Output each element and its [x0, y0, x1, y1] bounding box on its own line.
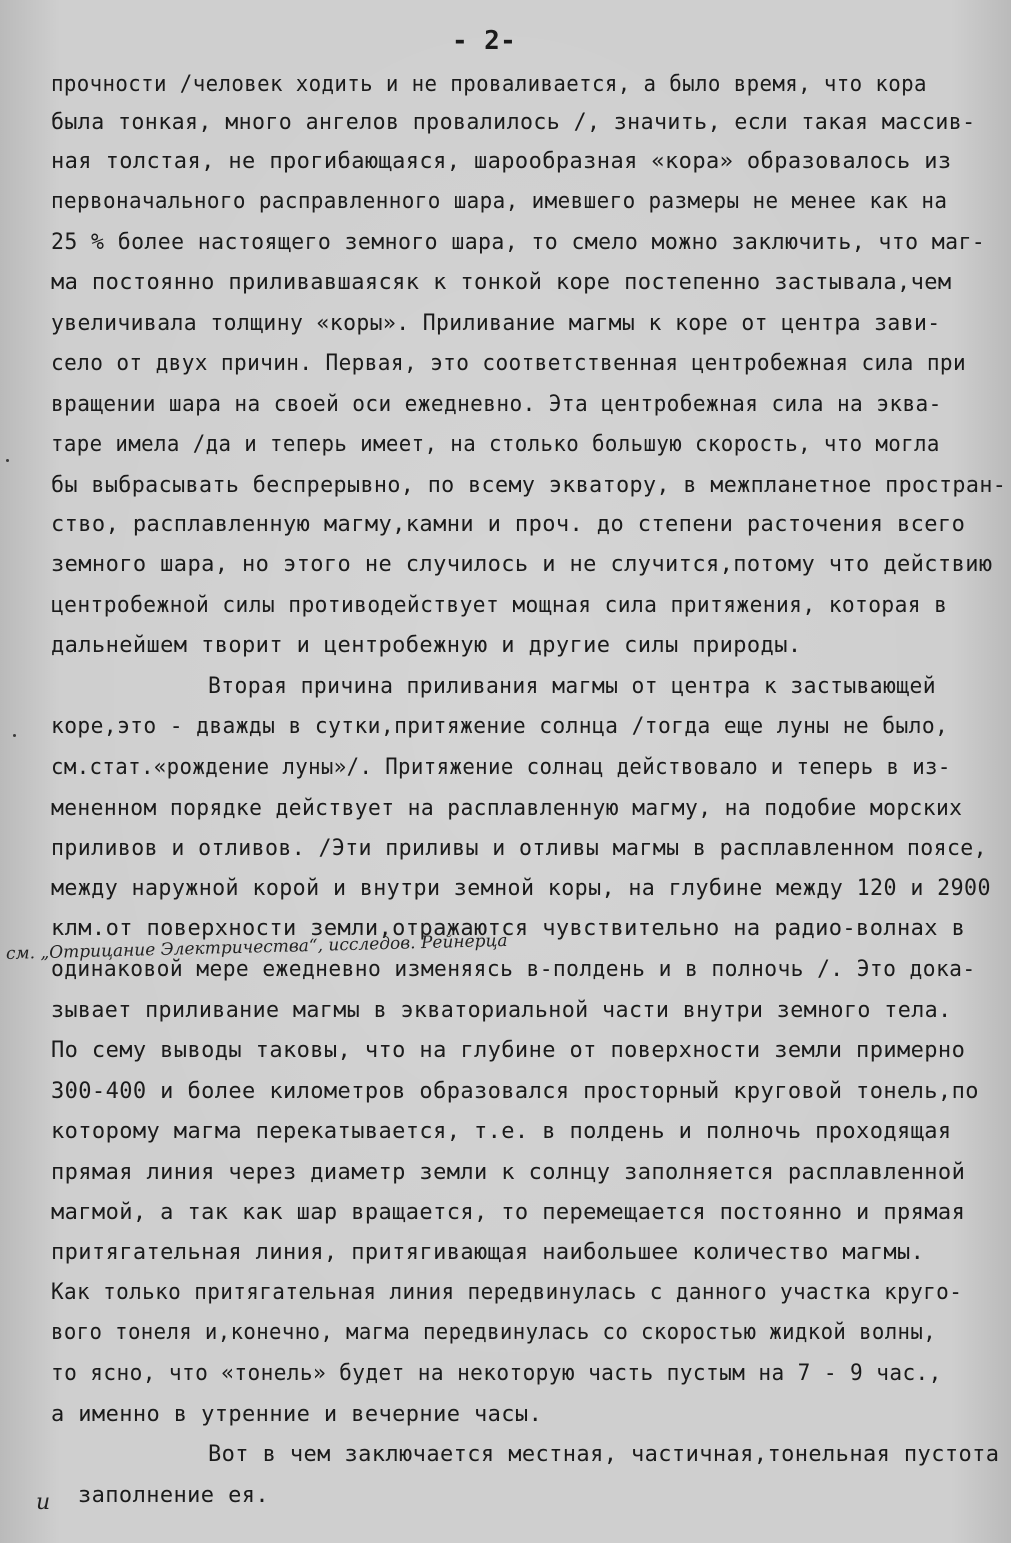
text-line: ма постоянно приливавшаясяк к тонкой коре постепенно застывала,чем	[51, 270, 952, 295]
text-line: вого тонеля и,конечно, магма передвинулась со скоростью жидкой волны,	[51, 1320, 937, 1345]
text-line: между наружной корой и внутри земной коры, на глубине между 120 и 2900	[51, 876, 991, 901]
text-line: прямая линия через диаметр земли к солнцу заполняется расплавленной	[51, 1160, 966, 1185]
text-line: увеличивала толщину «коры». Приливание магмы к коре от центра зави-	[51, 311, 941, 336]
text-line: притягательная линия, притягивающая наибольшее количество магмы.	[51, 1240, 925, 1265]
text-line: первоначального расправленного шара, имевшего размеры не менее как на	[51, 189, 948, 214]
text-line: а именно в утренние и вечерние часы.	[51, 1402, 543, 1427]
text-line: село от двух причин. Первая, это соответственная центробежная сила при	[51, 351, 967, 376]
text-line: магмой, а так как шар вращается, то перемещается постоянно и прямая	[51, 1200, 966, 1225]
text-line: была тонкая, много ангелов провалилось /, значить, если такая массив-	[51, 110, 976, 135]
text-line: Как только притягательная линия передвинулась с данного участка круго-	[51, 1280, 963, 1305]
text-line: ство, расплавленную магму,камни и проч. до степени расточения всего	[51, 512, 966, 537]
text-line: заполнение ея.	[78, 1483, 270, 1508]
text-line: мененном порядке действует на расплавленную магму, на подобие морских	[51, 796, 963, 821]
page-number: - 2-	[452, 26, 517, 56]
handwritten-margin-note: см. „Отрицание Электричества“, исследов. Рейнерца	[5, 930, 508, 964]
text-line: то ясно, что «тонель» будет на некоторую часть пустым на 7 - 9 час.,	[51, 1361, 942, 1386]
text-line: Вот в чем заключается местная, частичная,тонельная пустота	[208, 1442, 1000, 1467]
text-line: дальнейшем творит и центробежную и другие силы природы.	[51, 633, 802, 658]
scan-speck	[13, 734, 16, 737]
text-line: одинаковой мере ежедневно изменяясь в-полдень и в полночь /. Это дока-	[51, 957, 976, 982]
text-line: По сему выводы таковы, что на глубине от поверхности земли примерно	[51, 1038, 966, 1063]
text-line: 300-400 и более километров образовался просторный круговой тонель,по	[51, 1079, 979, 1104]
text-line: прочности /человек ходить и не проваливается, а было время, что кора	[51, 72, 927, 97]
text-line: см.стат.«рождение луны»/. Притяжение солнац действовало и теперь в из-	[51, 755, 951, 780]
scan-speck	[6, 459, 9, 462]
text-line: приливов и отливов. /Эти приливы и отливы магмы в расплавленном поясе,	[51, 836, 988, 861]
text-line: вращении шара на своей оси ежедневно. Эта центробежная сила на эква-	[51, 392, 942, 417]
text-line: ная толстая, не прогибающаяся, шарообразная «кора» образовалось из	[51, 149, 952, 174]
text-line: земного шара, но этого не случилось и не случится,потому что действию	[51, 552, 993, 577]
text-line: Вторая причина приливания магмы от центра к застывающей	[208, 674, 936, 699]
text-line: бы выбрасывать беспрерывно, по всему экватору, в межпланетное простран-	[51, 473, 1007, 498]
text-line: зывает приливание магмы в экваториальной части внутри земного тела.	[51, 998, 952, 1023]
text-line: центробежной силы противодействует мощная сила притяжения, которая в	[51, 593, 948, 618]
text-line: коре,это - дважды в сутки,притяжение солнца /тогда еще луны не было,	[51, 714, 949, 739]
text-line: 25 % более настоящего земного шара, то смело можно заключить, что маг-	[51, 230, 986, 255]
text-line: таре имела /да и теперь имеет, на столько большую скорость, что могла	[51, 432, 940, 457]
text-line: которому магма перекатывается, т.е. в полдень и полночь проходящая	[51, 1119, 952, 1144]
text-line: клм.от поверхности земли,отражаются чувствительно на радио-волнах в	[51, 916, 966, 941]
handwritten-margin-letter: и	[36, 1490, 51, 1515]
